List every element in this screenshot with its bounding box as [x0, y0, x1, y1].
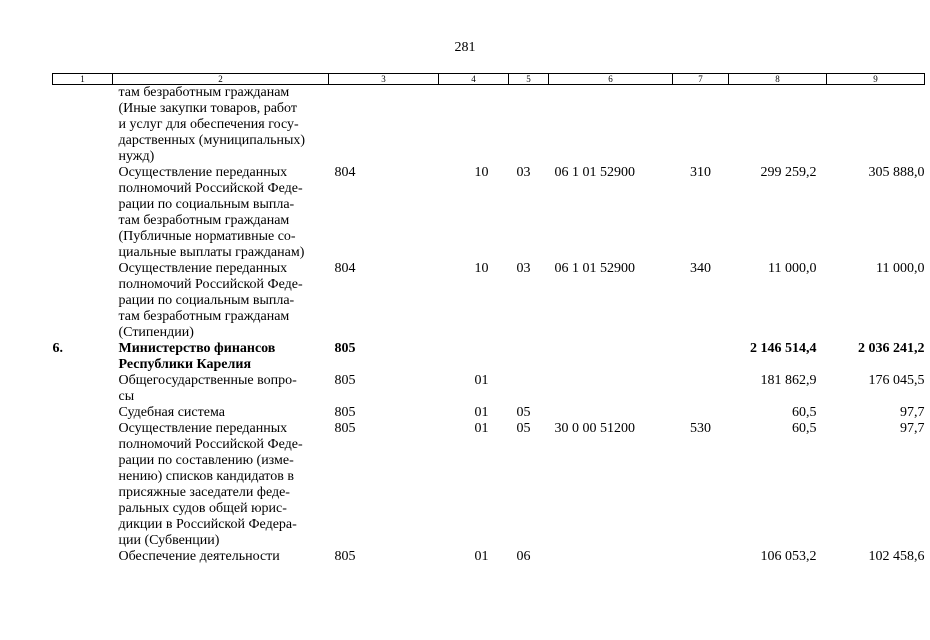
row-expense-type: [673, 85, 729, 166]
row-expense-type: [673, 373, 729, 405]
row-expense-type: [673, 549, 729, 565]
header-col-4: 4: [439, 74, 509, 85]
row-subsection-code: [509, 341, 549, 373]
header-col-5: 5: [509, 74, 549, 85]
row-name: [113, 373, 329, 405]
header-col-2: 2: [113, 74, 329, 85]
row-target-article: [549, 405, 673, 421]
row-subsection-code: [509, 373, 549, 405]
row-name-line: полномочий Российской Феде-: [118, 277, 303, 292]
row-grbs-code: 804: [334, 261, 356, 276]
row-name-line: ральных судов общей юрис-: [118, 501, 287, 516]
page-number: 281: [454, 40, 476, 55]
row-index: 6.: [52, 341, 63, 356]
row-name: [113, 85, 329, 166]
row-name-line: рации по социальным выпла-: [118, 293, 295, 308]
row-name-line: Осуществление переданных: [118, 421, 288, 436]
row-target-article: [549, 373, 673, 405]
row-name-line: дарственных (муниципальных): [118, 133, 306, 148]
row-name-line: полномочий Российской Феде-: [118, 181, 303, 196]
row-name-line: Общегосударственные вопро-: [118, 373, 297, 388]
row-amount-col9: 97,7: [900, 405, 925, 420]
row-grbs-code: 804: [334, 165, 356, 180]
row-name-line: и услуг для обеспечения госу-: [118, 117, 299, 132]
row-section-code: 10: [474, 261, 489, 276]
row-expense-type: 310: [690, 165, 711, 180]
row-amount-col8: 2 146 514,4: [750, 341, 817, 356]
row-name-line: нению) списков кандидатов в: [118, 469, 294, 484]
row-amount-col9: 97,7: [900, 421, 925, 436]
row-name-line: там безработным гражданам: [118, 213, 290, 228]
row-grbs-code: 805: [334, 549, 356, 564]
table-row: [53, 549, 925, 565]
row-subsection-code: 05: [516, 405, 531, 420]
table-row: [53, 341, 925, 373]
row-name: [113, 549, 329, 565]
table-row: [53, 261, 925, 341]
column-number-header: [53, 74, 925, 85]
row-amount-col9: 102 458,6: [868, 549, 925, 564]
row-grbs-code: [329, 85, 439, 166]
row-index: [53, 261, 113, 341]
row-name-line: ции (Субвенции): [118, 533, 220, 548]
row-name: [113, 421, 329, 549]
row-name: [113, 405, 329, 421]
table-body: [53, 85, 925, 566]
row-name-line: (Иные закупки товаров, работ: [118, 101, 297, 116]
row-amount-col9: 2 036 241,2: [858, 341, 925, 356]
row-amount-col8: [729, 85, 827, 166]
header-col-9: 9: [827, 74, 925, 85]
row-amount-col8: 299 259,2: [760, 165, 817, 180]
row-index: [53, 421, 113, 549]
row-amount-col8: 11 000,0: [768, 261, 817, 276]
row-name-line: (Публичные нормативные со-: [118, 229, 296, 244]
row-amount-col8: 60,5: [792, 421, 817, 436]
row-name: [113, 341, 329, 373]
row-amount-col8: 106 053,2: [760, 549, 817, 564]
row-name-line: сы: [118, 389, 135, 404]
row-name-line: Осуществление переданных: [118, 261, 288, 276]
row-name-line: рации по социальным выпла-: [118, 197, 295, 212]
row-name-line: циальные выплаты гражданам): [118, 245, 305, 260]
row-grbs-code: 805: [334, 405, 356, 420]
row-subsection-code: 05: [516, 421, 531, 436]
row-expense-type: [673, 405, 729, 421]
row-grbs-code: 805: [334, 373, 356, 388]
row-section-code: [439, 85, 509, 166]
row-subsection-code: 03: [516, 261, 531, 276]
row-target-article: [549, 85, 673, 166]
row-index: [53, 549, 113, 565]
table-row: [53, 373, 925, 405]
row-subsection-code: 06: [516, 549, 531, 564]
row-amount-col9: [827, 85, 925, 166]
row-name-line: рации по составлению (изме-: [118, 453, 294, 468]
row-amount-col9: 176 045,5: [868, 373, 925, 388]
row-target-article: [549, 341, 673, 373]
row-name-line: Министерство финансов: [118, 341, 276, 356]
row-name-line: нужд): [118, 149, 155, 164]
header-col-1: 1: [53, 74, 113, 85]
row-index: [53, 373, 113, 405]
row-grbs-code: 805: [334, 421, 356, 436]
row-name-line: Республики Карелия: [118, 357, 252, 372]
row-amount-col9: 305 888,0: [868, 165, 925, 180]
row-target-article: 06 1 01 52900: [554, 165, 635, 180]
row-target-article: [549, 549, 673, 565]
budget-table: [52, 73, 925, 565]
row-name-line: там безработным гражданам: [118, 309, 290, 324]
row-target-article: 30 0 00 51200: [554, 421, 635, 436]
header-col-7: 7: [673, 74, 729, 85]
row-section-code: 01: [474, 373, 489, 388]
row-section-code: 01: [474, 421, 489, 436]
row-subsection-code: [509, 85, 549, 166]
row-subsection-code: 03: [516, 165, 531, 180]
row-grbs-code: 805: [334, 341, 356, 356]
row-amount-col8: 60,5: [792, 405, 817, 420]
table-row: [53, 165, 925, 261]
row-target-article: 06 1 01 52900: [554, 261, 635, 276]
row-name-line: Осуществление переданных: [118, 165, 288, 180]
row-name-line: Судебная система: [118, 405, 225, 420]
table-row: [53, 421, 925, 549]
row-name-line: там безработным гражданам: [118, 85, 290, 100]
table-row: [53, 85, 925, 166]
row-index: [53, 165, 113, 261]
row-name-line: Обеспечение деятельности: [118, 549, 280, 564]
row-section-code: 10: [474, 165, 489, 180]
header-col-3: 3: [329, 74, 439, 85]
row-name-line: полномочий Российской Феде-: [118, 437, 303, 452]
row-amount-col9: 11 000,0: [876, 261, 925, 276]
row-index: [53, 405, 113, 421]
row-section-code: 01: [474, 549, 489, 564]
row-name: [113, 165, 329, 261]
header-col-8: 8: [729, 74, 827, 85]
row-name-line: присяжные заседатели феде-: [118, 485, 290, 500]
row-expense-type: 530: [690, 421, 711, 436]
row-name-line: (Стипендии): [118, 325, 194, 340]
table-row: [53, 405, 925, 421]
header-col-6: 6: [549, 74, 673, 85]
row-amount-col8: 181 862,9: [760, 373, 817, 388]
row-section-code: 01: [474, 405, 489, 420]
row-expense-type: [673, 341, 729, 373]
row-index: [53, 85, 113, 166]
row-expense-type: 340: [690, 261, 711, 276]
row-section-code: [439, 341, 509, 373]
row-name: [113, 261, 329, 341]
row-name-line: дикции в Российской Федера-: [118, 517, 297, 532]
